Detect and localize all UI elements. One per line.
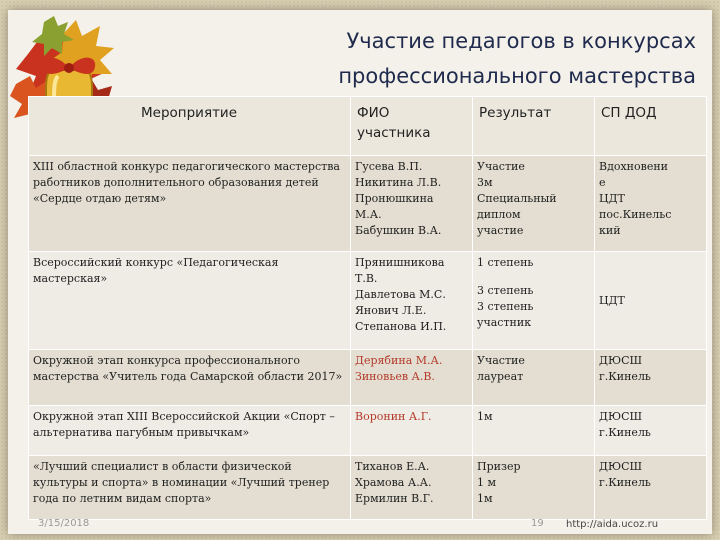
unit-cell: ЦДТ <box>595 252 707 350</box>
table-row <box>29 406 707 456</box>
title-line-1: Участие педагогов в конкурсах <box>346 29 696 53</box>
table-row <box>29 252 707 350</box>
event-cell: «Лучший специалист в области физической культуры и спорта» в номинации «Лучший тренер года по летним видам спорта» <box>29 456 351 520</box>
fio-cell: Дерябина М.А. Зиновьев А.В. <box>351 350 473 406</box>
unit-cell: Вдохновени е ЦДТ пос.Кинельс кий <box>595 156 707 252</box>
event-cell: Окружной этап XIII Всероссийской Акции «Спорт – альтернатива пагубным привычкам» <box>29 406 351 456</box>
unit-cell: ДЮСШ г.Кинель <box>595 350 707 406</box>
unit-cell: ДЮСШ г.Кинель <box>595 456 707 520</box>
contests-table <box>28 96 707 520</box>
fio-cell: Воронин А.Г. <box>351 406 473 456</box>
fio-cell: Гусева В.П. Никитина Л.В. Пронюшкина М.А. Бабушкин В.А. <box>351 156 473 252</box>
header-fio: ФИО участника <box>351 97 473 156</box>
fio-cell: Тиханов Е.А. Храмова А.А. Ермилин В.Г. <box>351 456 473 520</box>
table-header-row <box>29 97 707 156</box>
result-cell: Участие лауреат <box>473 350 595 406</box>
event-cell: Всероссийский конкурс «Педагогическая мастерская» <box>29 252 351 350</box>
event-cell: Окружной этап конкурса профессионального мастерства «Учитель года Самарской области 2017» <box>29 350 351 406</box>
table-row <box>29 350 707 406</box>
slide-number: 19 <box>531 518 544 529</box>
result-cell: 1м <box>473 406 595 456</box>
result-cell: Призер 1 м 1м <box>473 456 595 520</box>
result-cell: Участие 3м Специальный диплом участие <box>473 156 595 252</box>
footer-date: 3/15/2018 <box>38 518 90 529</box>
event-cell: XIII областной конкурс педагогического мастерства работников дополнительного образования детей «Сердце отдаю детям» <box>29 156 351 252</box>
result-cell: 1 степень 3 степень 3 степень участник <box>473 252 595 350</box>
table-row <box>29 456 707 520</box>
fio-cell: Прянишникова Т.В. Давлетова М.С. Янович Л.Е. Степанова И.П. <box>351 252 473 350</box>
table-row <box>29 156 707 252</box>
title-line-2: профессионального мастерства <box>338 64 696 88</box>
header-event: Мероприятие <box>29 97 351 156</box>
header-result: Результат <box>473 97 595 156</box>
slide-title <box>208 24 696 94</box>
unit-cell: ДЮСШ г.Кинель <box>595 406 707 456</box>
header-unit: СП ДОД <box>595 97 707 156</box>
slide <box>8 10 712 534</box>
watermark-url: http://aida.ucoz.ru <box>566 519 659 530</box>
